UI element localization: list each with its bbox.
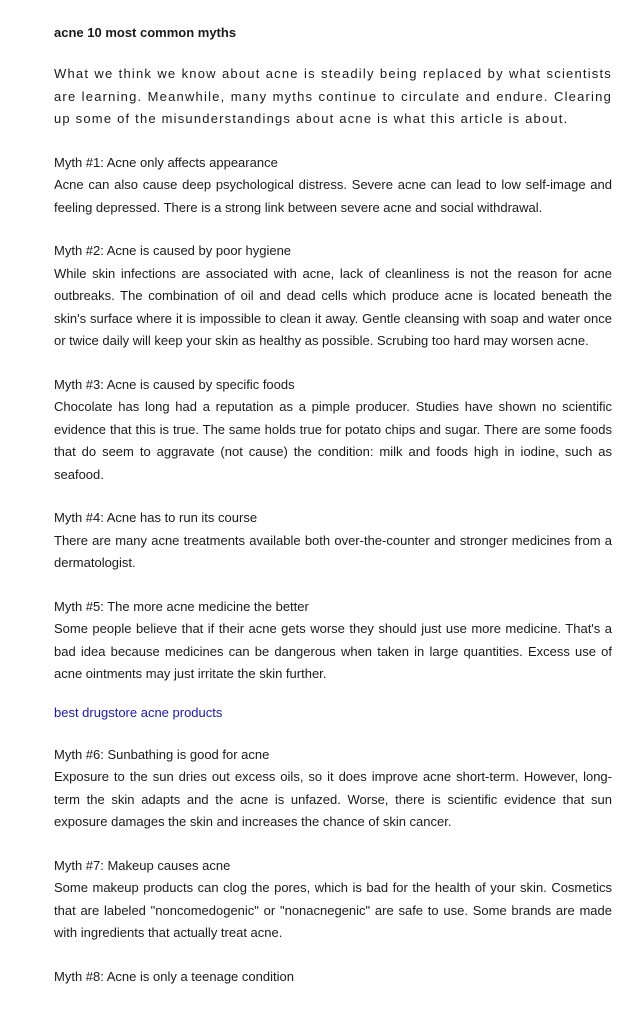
- myth-heading: Myth #8: Acne is only a teenage condition: [54, 968, 294, 984]
- myth-heading: Myth #5: The more acne medicine the better: [54, 598, 309, 614]
- myth-heading: Myth #2: Acne is caused by poor hygiene: [54, 243, 292, 258]
- myth-body: While skin infections are associated with acne, lack of cleanliness is not the reason for acne outbreaks. The combination of oil and dead cells which produce acne is located beneath the skin's surface where it is impossible to clean it away. Gentle cleansing with soap and water once or twice daily will keep your skin as healthy as possible. Scrubing too hard may worsen acne.: [54, 265, 612, 348]
- drugstore-products-link[interactable]: best drugstore acne products: [54, 704, 223, 720]
- myth-8: [54, 966, 612, 989]
- myth-heading: Myth #1: Acne only affects appearance: [54, 154, 278, 170]
- myth-5: [54, 596, 612, 686]
- myth-body: Acne can also cause deep psychological distress. Severe acne can lead to low self-image and feeling depressed. There is a strong link between severe acne and social withdrawal.: [54, 177, 612, 215]
- myth-6: [54, 744, 612, 834]
- myth-body: Exposure to the sun dries out excess oils, so it does improve acne short-term. However, long-term the skin adapts and the acne is unfazed. Worse, there is scientific evidence that sun exposure damages the skin and increases the chance of skin cancer.: [54, 769, 612, 829]
- document-title: acne 10 most common myths: [54, 25, 237, 40]
- myth-body: Some people believe that if their acne gets worse they should just use more medicine. That's a bad idea because medicines can be dangerous when taken in large quantities. Excess use of acne ointments may just irritate the skin further.: [54, 621, 612, 681]
- myth-2: [54, 240, 612, 353]
- myth-heading: Myth #7: Makeup causes acne: [54, 857, 231, 873]
- myth-body: There are many acne treatments available both over-the-counter and stronger medicines from a dermatologist.: [54, 532, 612, 570]
- myth-heading: Myth #3: Acne is caused by specific foods: [54, 376, 295, 392]
- myth-heading: Myth #4: Acne has to run its course: [54, 510, 258, 525]
- myth-7: [54, 855, 612, 945]
- myth-3: [54, 374, 612, 487]
- myth-body: Chocolate has long had a reputation as a pimple producer. Studies have shown no scientific evidence that this is true. The same holds true for potato chips and sugar. There are some foods that do seem to aggravate (not cause) the condition: milk and foods high in iodine, such as seafood.: [54, 399, 612, 482]
- myth-heading: Myth #6: Sunbathing is good for acne: [54, 746, 270, 762]
- intro-paragraph: What we think we know about acne is steadily being replaced by what scientists are learning. Meanwhile, many myths continue to circulate and endure. Clearing up some of the misunderstandings about acne is what this article is about.: [54, 66, 612, 126]
- myth-4: [54, 507, 612, 575]
- document-page: [54, 24, 612, 1009]
- myth-1: [54, 152, 612, 220]
- myth-body: Some makeup products can clog the pores, which is bad for the health of your skin. Cosmetics that are labeled "noncomedogenic" or "nonacnegenic" are safe to use. Some brands are made with ingredients that actually treat acne.: [54, 880, 612, 940]
